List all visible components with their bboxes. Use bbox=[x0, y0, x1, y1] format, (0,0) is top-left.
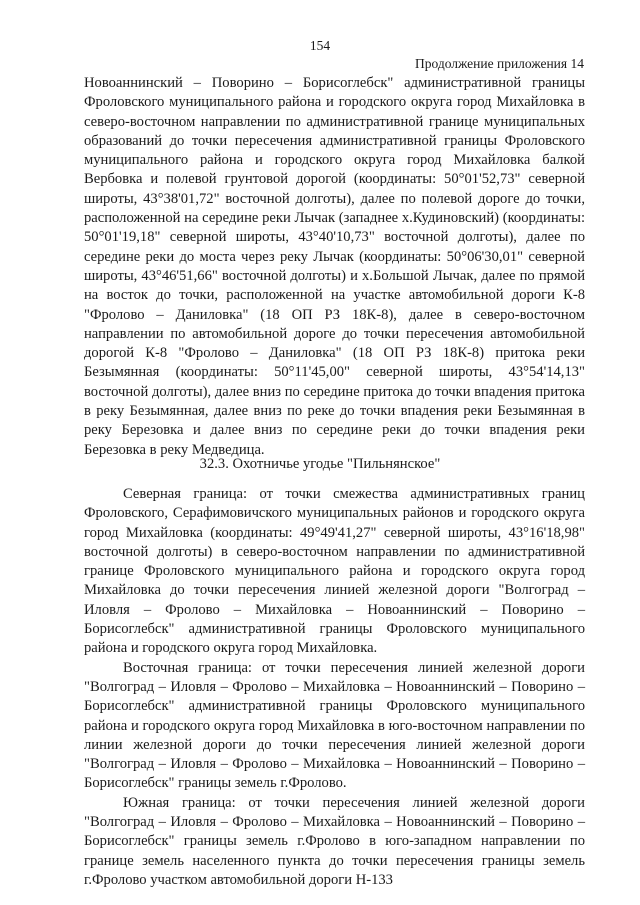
previous-section-text bbox=[84, 74, 585, 460]
northern-border-paragraph: Северная граница: от точки смежества административных границ Фроловского, Серафимовичского муниципальных районов и городского округа город Михайловка (координаты: 49°49'41,27" северной широты, 43°16'18,98" восточной долготы) в северо-восточном направлении по административной границе Фроловского муниципального района и городского округа город Михайловка до точки пересечения линией железной дороги "Волгоград – Иловля – Фролово – Михайловка – Новоаннинский – Поворино – Борисоглебск" административной границы Фроловского муниципального района и городского округа город Михайловка. bbox=[84, 486, 585, 657]
southern-border-paragraph: Южная граница: от точки пересечения линией железной дороги "Волгоград – Иловля – Фролово – Михайловка – Новоаннинский – Поворино – Борисоглебск" границы земель г.Фролово в юго-западном направлении по границе земель населенного пункта до точки пересечения границы земель г.Фролово участком автомобильной дороги Н-133 bbox=[84, 794, 585, 888]
eastern-border-paragraph: Восточная граница: от точки пересечения линией железной дороги "Волгоград – Иловля – Фролово – Михайловка – Новоаннинский – Поворино – Борисоглебск" административной границы Фроловского муниципального района и городского округа город Михайловка в юго-восточном направлении по линии железной дороги до точки пересечения линией железной дороги "Волгоград – Иловля – Фролово – Михайловка – Новоаннинский – Поворино – Борисоглебск" границы земель г.Фролово. bbox=[84, 659, 585, 792]
page-number: 154 bbox=[309, 38, 331, 53]
section-body bbox=[84, 485, 585, 890]
border-description-paragraph: Новоаннинский – Поворино – Борисоглебск" административной границы Фроловского муниципального района и городского округа город Михайловка в северо-восточном направлении по административной границе муниципальных образований до точки пересечения административной границы Фроловского муниципального района и городского округа город Михайловка балкой Вербовка и полевой грунтовой дорогой (координаты: 50°01'52,73" северной широты, 43°38'01,72" восточной долготы), далее по полевой дороге до точки, расположенной на середине реки Лычак (западнее х.Кудиновский) (координаты: 50°01'19,18" северной широты, 43°40'10,73" восточной долготы), далее по середине реки до моста через реку Лычак (координаты: 50°06'30,01" северной широты, 43°46'51,66" восточной долготы) и х.Большой Лычак, далее по прямой на восток до точки, расположенной на участке автомобильной дороги К-8 "Фролово – Даниловка" (18 ОП РЗ 18К-8), далее в северо-восточном направлении по автомобильной дороге до точки пересечения автомобильной дорогой К-8 "Фролово – Даниловка" (18 ОП РЗ 18К-8) притока реки Безымянная (координаты: 50°11'45,00" северной широты, 43°54'14,13" восточной долготы), далее вниз по середине притока до точки впадения притока в реку Безымянная, далее вниз по реке до точки впадения реки Безымянная в реку Березовка и далее вниз по середине реки до точки впадения реки Березовка в реку Медведица. bbox=[84, 75, 585, 458]
section-heading: 32.3. Охотничье угодье "Пильнянское" bbox=[199, 456, 441, 472]
appendix-continuation-label: Продолжение приложения 14 bbox=[414, 56, 584, 71]
